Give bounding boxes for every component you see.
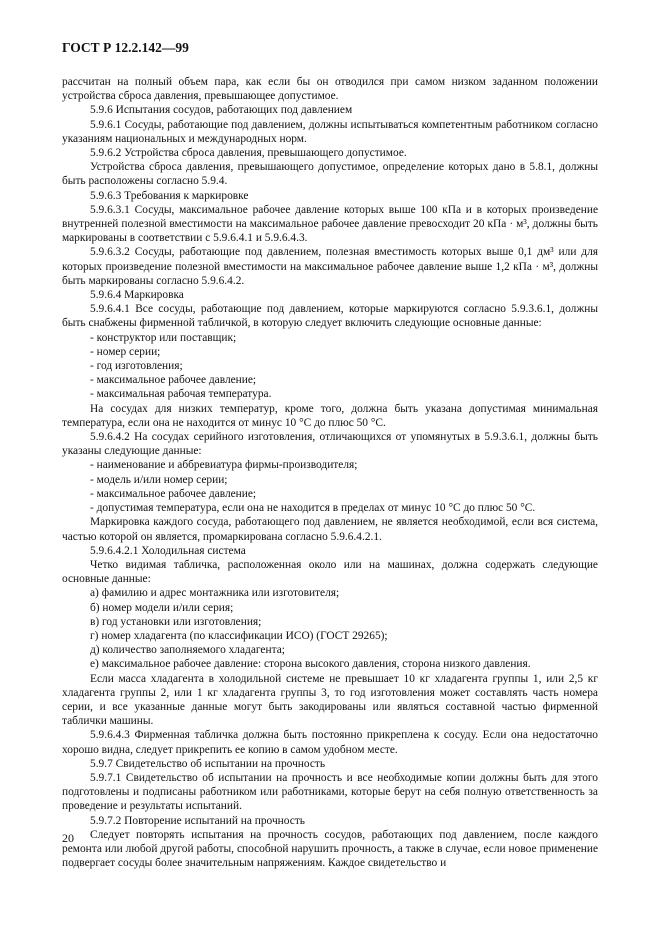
paragraph: 5.9.7.1 Свидетельство об испытании на прочность и все необходимые копии должны быть для этого подготовлены и подписаны работником или работниками, которые берут на себя полную ответственность за проведение и результаты испытаний. bbox=[62, 771, 598, 813]
list-item: - номер серии; bbox=[90, 345, 161, 358]
list-item: - максимальная рабочая температура. bbox=[90, 388, 272, 401]
page-number: 20 bbox=[62, 831, 74, 845]
list-item: - модель и/или номер серии; bbox=[90, 473, 228, 486]
paragraph: рассчитан на полный объем пара, как если бы он отводился при самом низком заданном положении устройства сброса давления, превышающее допустимое. bbox=[62, 76, 598, 103]
paragraph: Следует повторять испытания на прочность сосудов, работающих под давлением, после каждого ремонта или любой другой работы, способной нарушить прочность, а также в случае, если новое применение подвергает сосуды более значительным напряжениям. Каждое свидетельство и bbox=[62, 828, 598, 870]
document-body bbox=[62, 75, 598, 870]
paragraph: Маркировка каждого сосуда, работающего под давлением, не является необходимой, если вся система, частью которой он является, промаркирована согласно 5.9.6.4.2.1. bbox=[62, 516, 598, 543]
paragraph: 5.9.6.4.3 Фирменная табличка должна быть постоянно прикреплена к сосуду. Если она недостаточно хорошо видна, следует прикрепить ее копию в самом удобном месте. bbox=[62, 729, 598, 756]
list-item: - наименование и аббревиатура фирмы-производителя; bbox=[90, 459, 358, 472]
paragraph: 5.9.6.3.1 Сосуды, максимальное рабочее давление которых выше 100 кПа и в которых произведение внутренней полезной вместимости на максимальное рабочее давление превосходит 20 кПа · м³, должны быть маркированы в соответствии с 5.9.6.4.1 и 5.9.6.4.3. bbox=[62, 203, 598, 245]
paragraph: 5.9.6.3.2 Сосуды, работающие под давлением, полезная вместимость которых выше 0,1 дм³ или для которых произведение полезной вместимости на максимальное рабочее давление выше 1,2 кПа · м³, должны быть маркированы согласно 5.9.6.4.2. bbox=[62, 246, 598, 287]
section-heading: 5.9.6.2 Устройства сброса давления, превышающего допустимое. bbox=[90, 147, 407, 160]
section-heading: 5.9.6.4.2.1 Холодильная система bbox=[90, 544, 246, 557]
list-item: - допустимая температура, если она не находится в пределах от минус 10 °С до плюс 50 °С. bbox=[90, 502, 536, 515]
document-header: ГОСТ Р 12.2.142—99 bbox=[62, 40, 189, 55]
section-heading: 5.9.6 Испытания сосудов, работающих под давлением bbox=[90, 104, 353, 117]
paragraph: 5.9.6.4.2 На сосудах серийного изготовления, отличающихся от упомянутых в 5.9.3.6.1, должны быть указаны следующие данные: bbox=[62, 431, 598, 458]
paragraph: 5.9.6.4.1 Все сосуды, работающие под давлением, которые маркируются согласно 5.9.3.6.1, должны быть снабжены фирменной табличкой, в которую следует включить следующие основные данные: bbox=[62, 303, 598, 330]
list-item: г) номер хладагента (по классификации ИСО) (ГОСТ 29265); bbox=[90, 629, 388, 642]
paragraph: 5.9.6.1 Сосуды, работающие под давлением, должны испытываться компетентным работником согласно указаниям национальных и международных норм. bbox=[62, 118, 598, 145]
list-item: - конструктор или поставщик; bbox=[90, 331, 237, 344]
paragraph: Если масса хладагента в холодильной системе не превышает 10 кг хладагента группы 1, или 2,5 кг хладагента группы 2, или 1 кг хладагента группы 3, то год изготовления может составлять часть номера серии, и все указанные данные могут быть закодированы или являться составной частью фирменной таблички машины. bbox=[62, 672, 598, 728]
section-heading: 5.9.7.2 Повторение испытаний на прочность bbox=[90, 814, 305, 827]
paragraph: Четко видимая табличка, расположенная около или на машинах, должна содержать следующие основные данные: bbox=[62, 558, 598, 586]
list-item: е) максимальное рабочее давление: сторона высокого давления, сторона низкого давления. bbox=[90, 658, 531, 671]
list-item: д) количество заполняемого хладагента; bbox=[90, 644, 285, 657]
list-item: - максимальное рабочее давление; bbox=[90, 374, 257, 387]
paragraph: Устройства сброса давления, превышающего допустимое, определение которых дано в 5.8.1, должны быть расположены согласно 5.9.4. bbox=[62, 161, 598, 188]
list-item: б) номер модели и/или серия; bbox=[90, 601, 234, 614]
section-heading: 5.9.6.4 Маркировка bbox=[90, 289, 184, 302]
section-heading: 5.9.7 Свидетельство об испытании на прочность bbox=[90, 757, 326, 770]
list-item: а) фамилию и адрес монтажника или изготовителя; bbox=[90, 587, 340, 600]
list-item: - год изготовления; bbox=[90, 360, 183, 373]
paragraph: На сосудах для низких температур, кроме того, должна быть указана допустимая минимальная температура, если она не находится от минус 10 °С до плюс 50 °С. bbox=[62, 402, 598, 429]
list-item: в) год установки или изготовления; bbox=[90, 615, 262, 628]
list-item: - максимальное рабочее давление; bbox=[90, 487, 257, 500]
section-heading: 5.9.6.3 Требования к маркировке bbox=[90, 189, 249, 202]
